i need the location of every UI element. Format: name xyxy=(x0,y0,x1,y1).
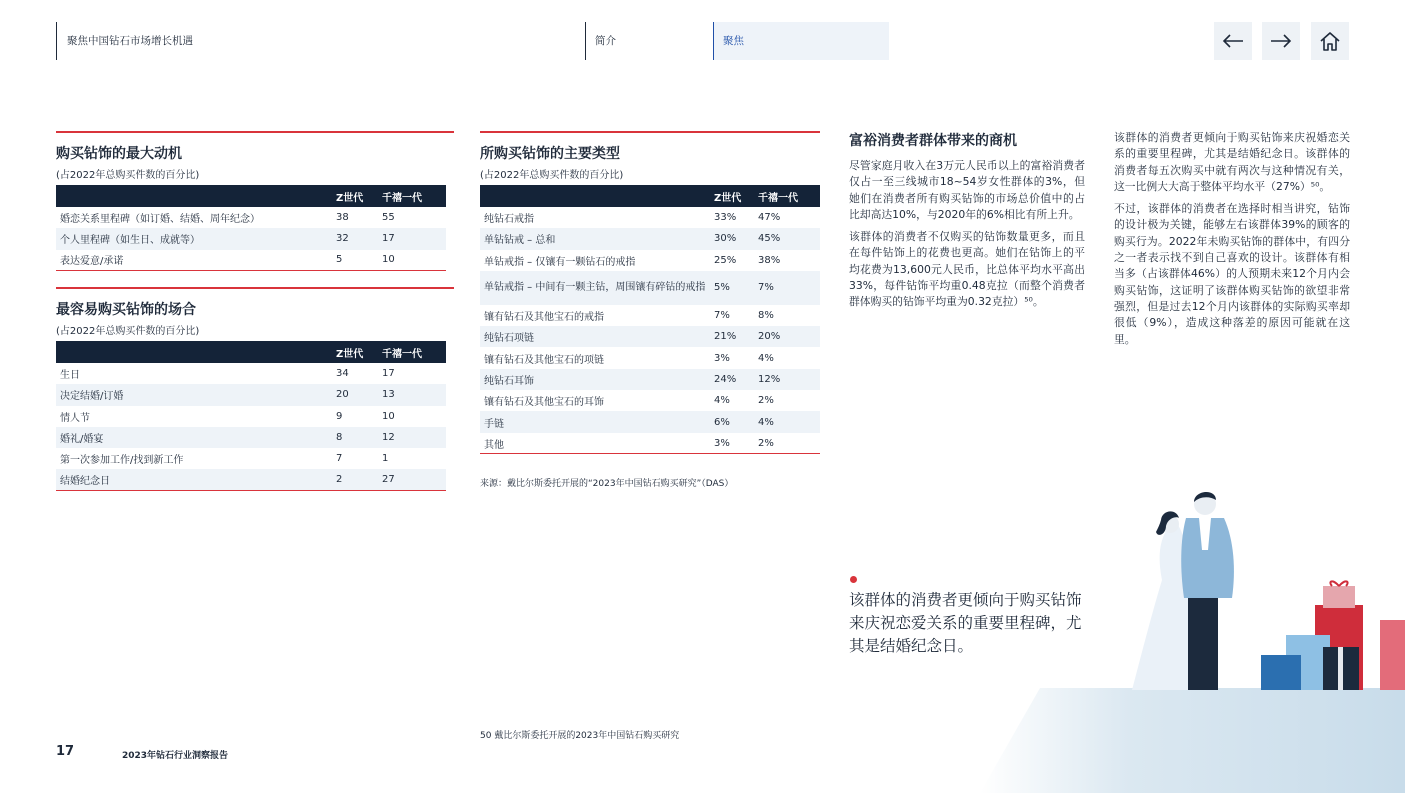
gen-z-value: 5% xyxy=(714,282,730,294)
article-heading: 富裕消费者群体带来的商机 xyxy=(849,133,1017,149)
gen-z-value: 38 xyxy=(336,212,349,224)
table-row xyxy=(56,250,446,271)
gift-box-small xyxy=(1323,586,1355,608)
motivation-table xyxy=(56,185,446,271)
row-label: 第一次参加工作/找到新工作 xyxy=(60,455,184,467)
red-rule xyxy=(56,287,454,289)
row-label: 个人里程碑（如生日、成就等） xyxy=(60,235,200,247)
row-label: 手链 xyxy=(484,418,504,430)
table-row xyxy=(480,326,820,347)
millennial-value: 7% xyxy=(758,282,774,294)
occasion-title: 最容易购买钻饰的场合 xyxy=(56,302,196,318)
millennial-value: 8% xyxy=(758,310,774,322)
table-row xyxy=(480,390,820,411)
gen-z-value: 8 xyxy=(336,432,343,444)
gen-z-value: 24% xyxy=(714,373,737,385)
gen-z-value: 25% xyxy=(714,254,737,266)
millennial-value: 4% xyxy=(758,352,774,364)
gen-z-value: 5 xyxy=(336,254,343,266)
table-row xyxy=(56,384,446,405)
table-row xyxy=(480,250,820,271)
table-row xyxy=(56,427,446,448)
gift-bow xyxy=(1330,581,1347,586)
source-note: 来源：戴比尔斯委托开展的“2023年中国钻石购买研究”（DAS） xyxy=(480,479,734,489)
label-column-header xyxy=(56,341,332,363)
row-label: 镶有钻石及其他宝石的耳饰 xyxy=(484,397,604,409)
gen-z-column-header: Z世代 xyxy=(714,192,742,204)
row-label: 婚礼/婚宴 xyxy=(60,434,104,446)
millennial-value: 38% xyxy=(758,254,781,266)
article-column-right xyxy=(1114,130,1350,354)
tab-intro[interactable]: 简介 xyxy=(585,22,713,60)
table-row xyxy=(56,469,446,490)
table-row xyxy=(480,207,820,228)
millennial-value: 17 xyxy=(382,368,395,380)
millennial-value: 1 xyxy=(382,453,389,465)
gen-z-value: 6% xyxy=(714,416,730,428)
table-row xyxy=(480,411,820,432)
table-header-row xyxy=(480,185,820,207)
row-label: 单钻钻戒 – 总和 xyxy=(484,235,556,247)
label-column-header xyxy=(480,185,710,207)
row-label: 决定结婚/订婚 xyxy=(60,391,124,403)
gen-z-value: 4% xyxy=(714,395,730,407)
gift-box-pink xyxy=(1380,620,1405,690)
millennial-value: 13 xyxy=(382,389,395,401)
gen-z-value: 9 xyxy=(336,410,343,422)
gen-z-value: 3% xyxy=(714,352,730,364)
types-title: 所购买钻饰的主要类型 xyxy=(480,146,620,162)
millennial-value: 47% xyxy=(758,212,781,224)
gen-z-value: 33% xyxy=(714,212,737,224)
row-label: 生日 xyxy=(60,370,80,382)
table-row xyxy=(480,271,820,305)
millennial-value: 12 xyxy=(382,432,395,444)
row-label: 单钻戒指 – 中间有一颗主钻，周围镶有碎钻的戒指 xyxy=(484,281,706,293)
millennial-value: 10 xyxy=(382,254,395,266)
groom-legs xyxy=(1188,590,1218,690)
table-row xyxy=(480,347,820,368)
row-label: 纯钻石项链 xyxy=(484,333,534,345)
gen-z-value: 3% xyxy=(714,437,730,449)
occasion-table xyxy=(56,341,446,491)
gen-z-value: 32 xyxy=(336,233,349,245)
millennial-column-header: 千禧一代 xyxy=(382,192,422,204)
millennial-value: 4% xyxy=(758,416,774,428)
back-button[interactable] xyxy=(1214,22,1252,60)
gift-ribbon xyxy=(1338,647,1343,690)
article-column-left xyxy=(849,130,1085,317)
millennial-value: 17 xyxy=(382,233,395,245)
table-row xyxy=(56,448,446,469)
home-button[interactable] xyxy=(1311,22,1349,60)
page-number: 17 xyxy=(56,744,75,759)
floor-shape xyxy=(980,688,1405,793)
millennial-value: 2% xyxy=(758,437,774,449)
row-label: 纯钻石戒指 xyxy=(484,214,534,226)
table-row xyxy=(56,363,446,384)
gen-z-value: 2 xyxy=(336,474,343,486)
label-column-header xyxy=(56,185,332,207)
millennial-value: 12% xyxy=(758,373,781,385)
gen-z-value: 7 xyxy=(336,453,343,465)
millennial-value: 10 xyxy=(382,410,395,422)
row-label: 镶有钻石及其他宝石的戒指 xyxy=(484,312,604,324)
arrow-left-icon xyxy=(1222,33,1244,49)
table-row xyxy=(56,406,446,427)
row-label: 纯钻石耳饰 xyxy=(484,375,534,387)
table-row xyxy=(480,433,820,454)
row-label: 镶有钻石及其他宝石的项链 xyxy=(484,354,604,366)
types-table-block xyxy=(480,131,820,454)
table-row xyxy=(480,228,820,249)
row-label: 婚恋关系里程碑（如订婚、结婚、周年纪念） xyxy=(60,214,260,226)
motivation-table-block xyxy=(56,131,454,271)
table-row xyxy=(56,207,446,228)
gen-z-value: 20 xyxy=(336,389,349,401)
report-title: 2023年钻石行业洞察报告 xyxy=(122,751,229,761)
quote-marker-icon xyxy=(850,576,857,583)
gen-z-value: 21% xyxy=(714,331,737,343)
tab-focus[interactable]: 聚焦 xyxy=(713,22,889,60)
millennial-value: 20% xyxy=(758,331,781,343)
pull-quote: 该群体的消费者更倾向于购买钻饰来庆祝恋爱关系的重要里程碑，尤其是结婚纪念日。 xyxy=(849,591,1082,655)
article-paragraph: 该群体的消费者不仅购买的钻饰数量更多，而且在每件钻饰上的花费也更高。她们在钻饰上的平均花费为13,600元人民币，比总体平均水平高出33%，每件钻饰平均重0.48克拉（而整个消费者群体购买的钻饰平均重为0.32克拉）⁵⁰。 xyxy=(849,230,1085,309)
gen-z-column-header: Z世代 xyxy=(336,348,364,360)
article-paragraph: 不过，该群体的消费者在选择时相当讲究，钻饰的设计极为关键，能够左右该群体39%的顾客的购买行为。2022年未购买钻饰的群体中，有四分之一者表示找不到自己喜欢的设计。该群体有相当多（占该群体46%）的人预期未来12个月内会购买钻饰，这证明了该群体购买钻饰的欲望非常强烈，但是过去12个月内该群体的实际购买率却很低（9%），造成这种落差的原因可能就在这里。 xyxy=(1114,202,1350,346)
occasion-subtitle: (占2022年总购买件数的百分比) xyxy=(56,326,200,337)
row-label: 表达爱意/承诺 xyxy=(60,256,124,268)
table-row xyxy=(56,228,446,249)
red-rule xyxy=(56,131,454,133)
millennial-column-header: 千禧一代 xyxy=(758,192,798,204)
table-header-row xyxy=(56,341,446,363)
home-icon xyxy=(1319,30,1341,52)
footnote: 50 戴比尔斯委托开展的2023年中国钻石购买研究 xyxy=(480,731,680,741)
millennial-value: 55 xyxy=(382,212,395,224)
millennial-value: 45% xyxy=(758,233,781,245)
motivation-title: 购买钻饰的最大动机 xyxy=(56,146,182,162)
millennial-value: 27 xyxy=(382,474,395,486)
article-paragraph: 尽管家庭月收入在3万元人民币以上的富裕消费者仅占一至三线城市18~54岁女性群体的3%，但她们在消费者所有购买钻饰的市场总价值中的占比却高达10%，与2020年的6%相比有所上升。 xyxy=(849,159,1085,221)
section-title: 聚焦中国钻石市场增长机遇 xyxy=(56,22,193,60)
row-label: 结婚纪念日 xyxy=(60,476,110,488)
millennial-column-header: 千禧一代 xyxy=(382,348,422,360)
row-label: 单钻戒指 – 仅镶有一颗钻石的戒指 xyxy=(484,256,636,268)
couple-gifts-illustration xyxy=(980,480,1405,793)
article-paragraph: 该群体的消费者更倾向于购买钻饰来庆祝婚恋关系的重要里程碑，尤其是结婚纪念日。该群体的消费者每五次购买中就有两次与这种情况有关，这一比例大大高于整体平均水平（27%）⁵⁰。 xyxy=(1114,131,1350,193)
gen-z-value: 7% xyxy=(714,310,730,322)
forward-button[interactable] xyxy=(1262,22,1300,60)
occasion-table-block xyxy=(56,287,454,491)
millennial-value: 2% xyxy=(758,395,774,407)
gen-z-value: 34 xyxy=(336,368,349,380)
red-rule xyxy=(480,131,820,133)
motivation-subtitle: (占2022年总购买件数的百分比) xyxy=(56,170,200,181)
table-header-row xyxy=(56,185,446,207)
gen-z-value: 30% xyxy=(714,233,737,245)
row-label: 其他 xyxy=(484,439,504,451)
gen-z-column-header: Z世代 xyxy=(336,192,364,204)
gift-bag-blue xyxy=(1261,655,1301,690)
table-row xyxy=(480,305,820,326)
table-row xyxy=(480,369,820,390)
arrow-right-icon xyxy=(1270,33,1292,49)
types-table xyxy=(480,185,820,454)
row-label: 情人节 xyxy=(60,412,90,424)
types-subtitle: (占2022年总购买件数的百分比) xyxy=(480,170,624,181)
